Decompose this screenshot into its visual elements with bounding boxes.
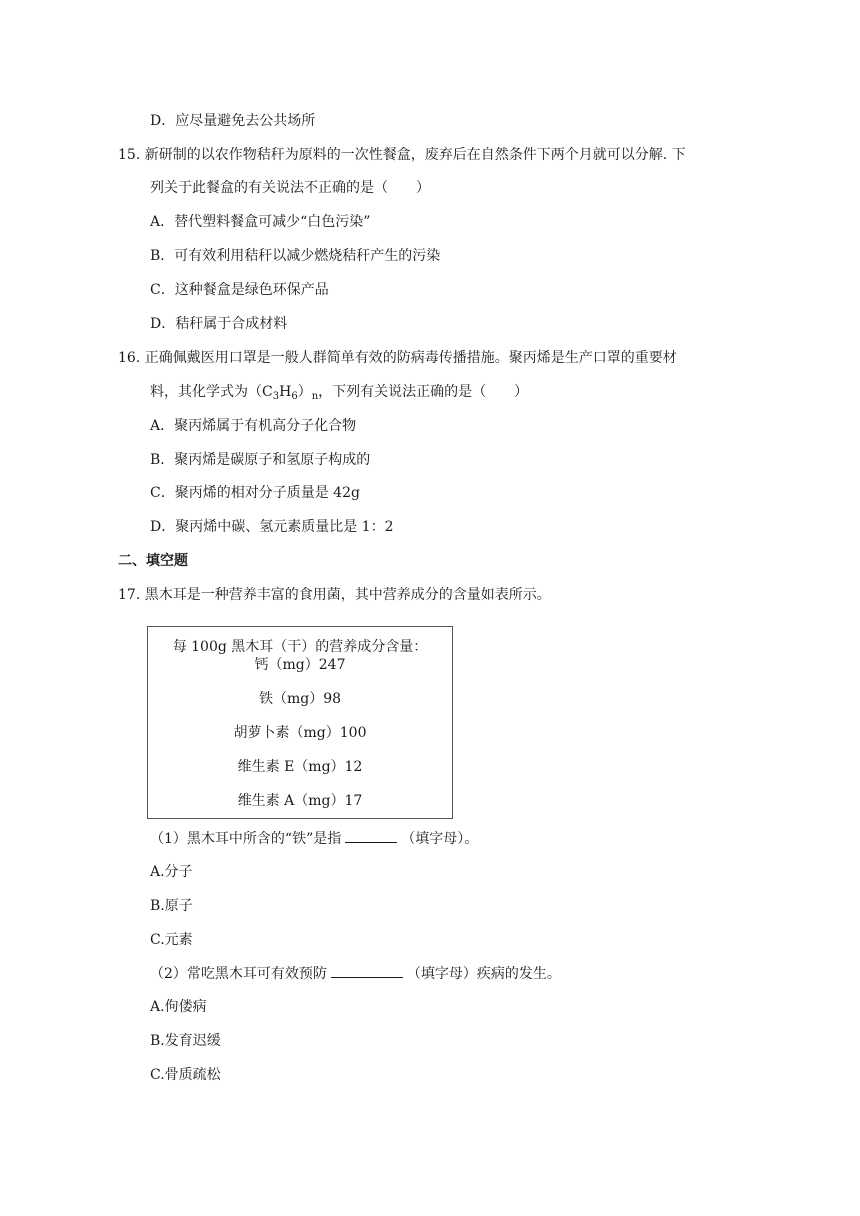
q17-sub1-suffix: （填字母）。 (401, 831, 479, 847)
nutrition-row: 维生素 E（mg）12 (237, 759, 363, 775)
q15-stem-line2: 列关于此餐盒的有关说法不正确的是（ ） (150, 180, 430, 196)
q17-sub1-option-c: C.元素 (150, 932, 193, 948)
answer-blank[interactable] (331, 963, 403, 978)
q17-sub2-option-a: A.佝偻病 (150, 999, 207, 1015)
nutrition-row: 铁（mg）98 (258, 691, 342, 707)
q16-option-b: B．聚丙烯是碳原子和氢原子构成的 (150, 452, 371, 468)
q15-option-c: C．这种餐盒是绿色环保产品 (150, 282, 329, 298)
nutrition-table-title: 每 100g 黑木耳（干）的营养成分含量： (172, 639, 428, 655)
q17-sub1-option-a: A.分子 (150, 864, 193, 880)
formula-sub-n: n (311, 391, 319, 402)
q15-stem-line1: 15. 新研制的以农作物秸秆为原料的一次性餐盒，废弃后在自然条件下两个月就可以分解. 下 (118, 147, 686, 163)
q15-option-b: B．可有效利用秸秆以减少燃烧秸秆产生的污染 (150, 248, 441, 264)
formula-sub-3: 3 (272, 391, 280, 402)
q16-stem-line1: 16. 正确佩戴医用口罩是一般人群简单有效的防病毒传播措施。聚丙烯是生产口罩的重要材 (118, 350, 677, 366)
section-title: 二、填空题 (118, 553, 188, 569)
formula-close: ） (297, 384, 312, 400)
nutrition-row: 钙（mg）247 (254, 657, 346, 673)
q17-sub2-text: （2）常吃黑木耳可有效预防 (150, 966, 327, 982)
q17-sub2-suffix: （填字母）疾病的发生。 (406, 966, 561, 982)
q16-line2-pre: 料，其化学式为（C (150, 384, 273, 400)
q17-sub1-text: （1）黑木耳中所含的“铁”是指 (150, 831, 342, 847)
nutrition-table (147, 626, 453, 819)
q17-intro: 17. 黑木耳是一种营养丰富的食用菌，其中营养成分的含量如表所示。 (118, 587, 551, 603)
q17-sub1 (150, 828, 478, 849)
formula-sub-6: 6 (291, 391, 298, 402)
q16-option-d: D．聚丙烯中碳、氢元素质量比是 1：2 (150, 519, 394, 535)
formula-h: H (279, 384, 292, 400)
q16-line2-post: ，下列有关说法正确的是（ ） (318, 384, 529, 400)
q15-option-d: D．秸秆属于合成材料 (150, 316, 288, 332)
q17-sub2 (150, 963, 561, 984)
q16-option-c: C．聚丙烯的相对分子质量是 42g (150, 485, 360, 501)
nutrition-row: 胡萝卜素（mg）100 (233, 725, 367, 741)
nutrition-row: 维生素 A（mg）17 (237, 793, 363, 809)
q14-option-d: D．应尽量避免去公共场所 (150, 113, 316, 129)
q17-sub1-option-b: B.原子 (150, 898, 193, 914)
q17-sub2-option-b: B.发育迟缓 (150, 1033, 221, 1049)
q16-option-a: A．聚丙烯属于有机高分子化合物 (150, 418, 357, 434)
q17-sub2-option-c: C.骨质疏松 (150, 1067, 221, 1083)
q15-option-a: A．替代塑料餐盒可减少“白色污染” (150, 214, 371, 230)
answer-blank[interactable] (345, 828, 397, 843)
q16-stem-line2 (150, 382, 528, 402)
